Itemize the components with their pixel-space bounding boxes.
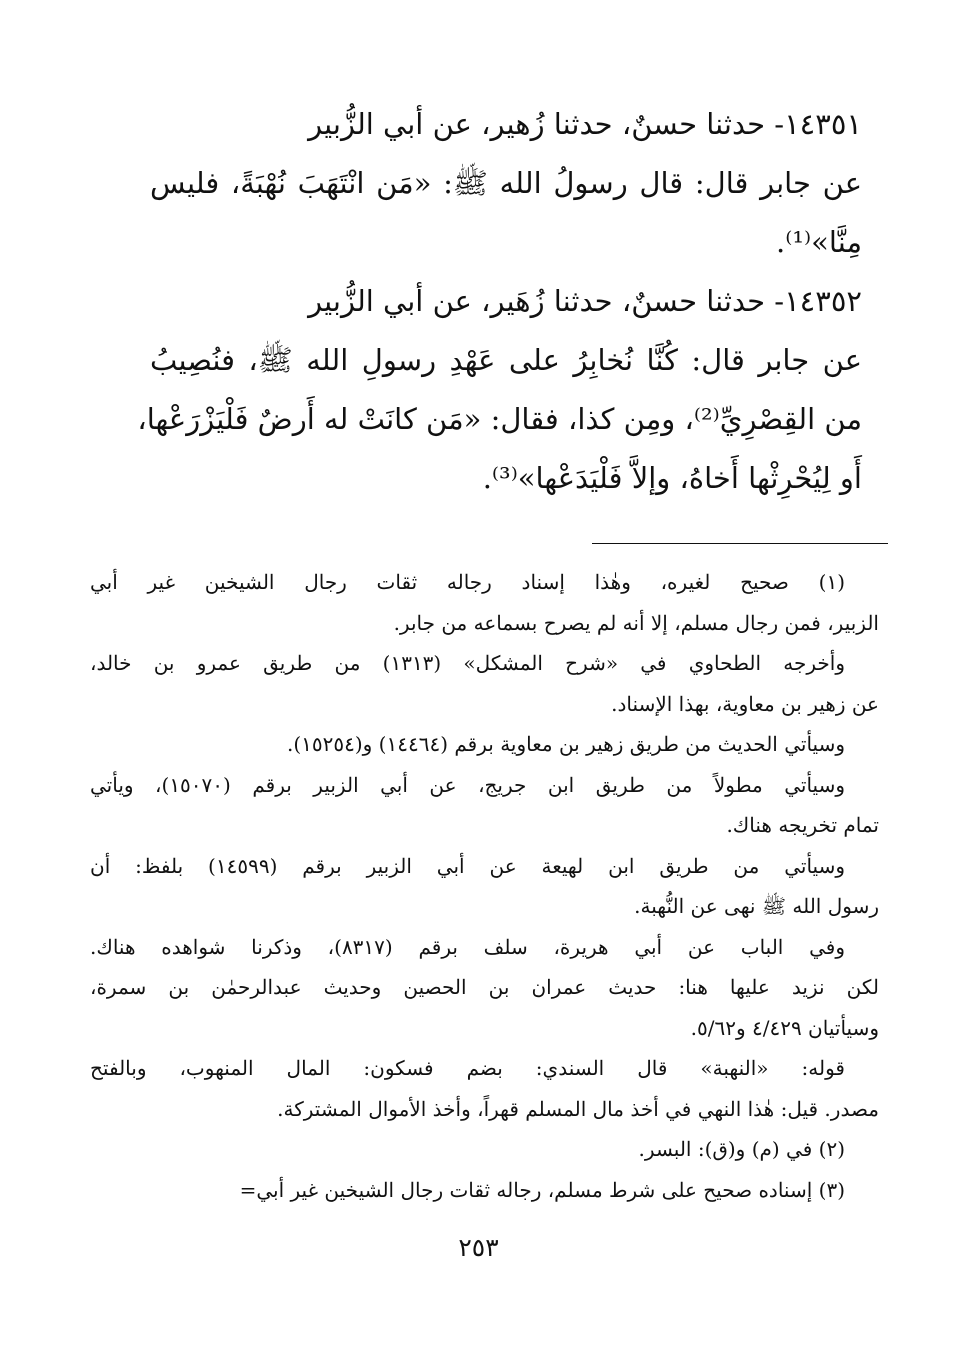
hadith-line: عن جابر قال: كُنَّا نُخابِرُ على عَهْدِ رسولِ الله ﷺ، فنُصِيبُ [150, 343, 862, 377]
footnote-line: وسيأتيان ٤/٤٢٩ و٥/٦٢. [690, 1015, 879, 1040]
footnote-line: مصدر. قيل: هٰذا النهي في أخذ مال المسلم قهراً، وأخذ الأموال المشتركة. [277, 1096, 879, 1121]
footnote-3 [90, 1170, 879, 1211]
footnote-line: وأخرجه الطحاوي في «شرح المشكل» (١٣١٣) من طريق عمرو بن خالد، [90, 651, 845, 675]
footnote-paragraph [90, 643, 879, 724]
footnote-divider [592, 543, 888, 544]
footnote-paragraph [90, 724, 879, 765]
hadith-line: مِنَّا»⁽¹⁾. [776, 225, 862, 259]
footnote-paragraph [90, 765, 879, 846]
footnote-line: رسول الله ﷺ نهى عن النُّهبة. [634, 894, 879, 918]
footnote-line: قوله: «النهبة» قال السندي: بضم فسكون: المال المنهوب، وبالفتح [90, 1056, 845, 1080]
hadith-line: من القِصْرِيِّ⁽²⁾، ومِن كذا، فقال: «مَن كانَتْ له أَرضٌ فَلْيَزْرَعْها، [137, 402, 862, 436]
hadith-line: ١٤٣٥١- حدثنا حسنٌ، حدثنا زُهير، عن أبي الزُّبير [308, 107, 862, 141]
footnote-line: لكن نزيد عليها هنا: حديث عمران بن الحصين وحديث عبدالرحمٰن بن سمرة، [90, 975, 879, 999]
footnote-paragraph [90, 846, 879, 927]
hadith-14351 [150, 95, 862, 272]
footnote-line: الزبير، فمن رجال مسلم، إلا أنه لم يصرح بسماعه من جابر. [393, 610, 879, 635]
footnote-paragraph [90, 927, 879, 1049]
hadith-line: ١٤٣٥٢- حدثنا حسنٌ، حدثنا زُهَير، عن أبي الزُّبير [308, 284, 862, 318]
footnote-paragraph [90, 1048, 879, 1129]
footnote-line: عن زهير بن معاوية، بهذا الإسناد. [611, 691, 879, 716]
footnote-line: وفي الباب عن أبي هريرة، سلف برقم (٨٣١٧)، وذكرنا شواهده هناك. [90, 934, 845, 959]
footnote-line: وسيأتي من طريق ابن لهيعة عن أبي الزبير برقم (١٤٥٩٩) بلفظ: أن [90, 853, 846, 878]
page-number: ٢٥٣ [458, 1233, 499, 1262]
hadith-line: أَو لِيُحْرِثْها أَخاهُ، وإلاَّ فَلْيَدَعْها»⁽³⁾. [482, 461, 862, 495]
hadith-14352 [137, 272, 862, 508]
footnote-line: وسيأتي مطولاً من طريق ابن جريج، عن أبي الزبير برقم (١٥٠٧٠)، ويأتي [90, 772, 845, 797]
footnote-line: (١) صحيح لغيره، وهٰذا إسناد رجاله ثقات رجال الشيخين غير أبي [90, 570, 845, 594]
footnote-2 [90, 1129, 879, 1170]
footnote-1 [90, 562, 879, 643]
footnote-line: وسيأتي الحديث من طريق زهير بن معاوية برقم (١٤٤٦٤) و(١٥٢٥٤). [286, 732, 845, 756]
main-text [137, 95, 862, 508]
footnote-line: (٣) إسناده صحيح على شرط مسلم، رجاله ثقات رجال الشيخين غير أبي= [239, 1177, 845, 1202]
hadith-line: عن جابر قال: قال رسولُ الله ﷺ: «مَن انْتَهَبَ نُهْبَةً، فليس [150, 166, 862, 200]
footnote-line: تمام تخريجه هناك. [726, 813, 879, 837]
footnotes [90, 562, 879, 1210]
footnote-line: (٢) في (م) و(ق): البسر. [638, 1137, 845, 1161]
